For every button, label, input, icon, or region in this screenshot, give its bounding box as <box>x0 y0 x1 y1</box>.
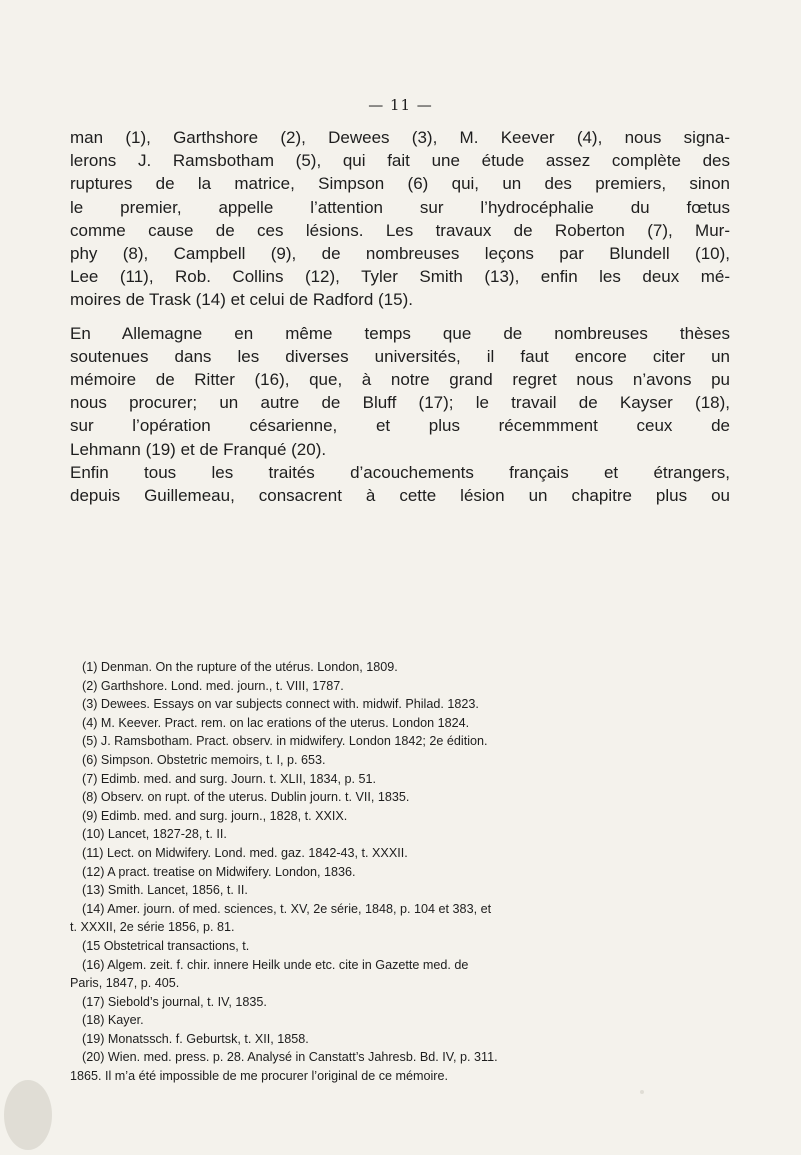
text-line: comme cause de ces lésions. Les travaux de Roberton (7), Mur- <box>70 220 730 240</box>
footnote: (6) Simpson. Obstetric memoirs, t. I, p. 653. <box>82 752 326 767</box>
paragraph-2 <box>70 322 730 461</box>
footnote: (11) Lect. on Midwifery. Lond. med. gaz. 1842-43, t. XXXII. <box>82 845 408 860</box>
footnote: (16) Algem. zeit. f. chir. innere Heilk unde etc. cite in Gazette med. de <box>82 957 469 972</box>
text-line: man (1), Garthshore (2), Dewees (3), M. Keever (4), nous signa- <box>70 128 730 147</box>
footnote-continuation: 1865. Il m’a été impossible de me procurer l’original de ce mémoire. <box>70 1069 448 1084</box>
text-line: Lehmann (19) et de Franqué (20). <box>70 439 327 459</box>
footnote: (9) Edimb. med. and surg. journ., 1828, t. XXIX. <box>82 808 348 823</box>
main-text <box>70 126 730 507</box>
footnote: (10) Lancet, 1827-28, t. II. <box>82 827 227 842</box>
footnote: (12) A pract. treatise on Midwifery. London, 1836. <box>82 864 356 879</box>
text-line: moires de Trask (14) et celui de Radford (15). <box>70 290 413 310</box>
paper-stain <box>4 1080 52 1150</box>
text-line: phy (8), Campbell (9), de nombreuses leçons par Blundell (10), <box>70 244 730 264</box>
paragraph-3 <box>70 461 730 507</box>
footnote: (2) Garthshore. Lond. med. journ., t. VIII, 1787. <box>82 678 344 693</box>
footnotes <box>70 658 730 1086</box>
text-line: sur l’opération césarienne, et plus récemmment ceux de <box>70 416 730 436</box>
footnote: (7) Edimb. med. and surg. Journ. t. XLII, 1834, p. 51. <box>82 771 377 786</box>
text-line: ruptures de la matrice, Simpson (6) qui, un des premiers, sinon <box>70 174 730 194</box>
footnote: (15 Obstetrical transactions, t. <box>82 938 250 953</box>
footnote: (19) Monatssch. f. Geburtsk, t. XII, 1858. <box>82 1031 309 1046</box>
footnote: (18) Kayer. <box>82 1013 144 1028</box>
footnote: (17) Siebold’s journal, t. IV, 1835. <box>82 994 267 1009</box>
text-line: nous procurer; un autre de Bluff (17); le travail de Kayser (18), <box>70 393 730 413</box>
paragraph-1 <box>70 126 730 312</box>
text-line: lerons J. Ramsbotham (5), qui fait une étude assez complète des <box>70 151 730 171</box>
text-line: mémoire de Ritter (16), que, à notre grand regret nous n’avons pu <box>70 370 730 390</box>
footnote: (14) Amer. journ. of med. sciences, t. XV, 2e série, 1848, p. 104 et 383, et <box>82 901 492 916</box>
footnote: (1) Denman. On the rupture of the utérus. London, 1809. <box>82 660 398 674</box>
text-line: le premier, appelle l’attention sur l’hydrocéphalie du fœtus <box>70 197 730 217</box>
footnote-continuation: Paris, 1847, p. 405. <box>70 976 180 991</box>
text-line: Enfin tous les traités d’acouchements français et étrangers, <box>70 462 730 482</box>
text-line: Lee (11), Rob. Collins (12), Tyler Smith (13), enfin les deux mé- <box>70 267 730 287</box>
footnote: (20) Wien. med. press. p. 28. Analysé in Canstatt’s Jahresb. Bd. IV, p. 311. <box>82 1050 498 1065</box>
footnote: (5) J. Ramsbotham. Pract. observ. in midwifery. London 1842; 2e édition. <box>82 734 488 749</box>
paper-stain <box>640 1090 644 1094</box>
footnote-continuation: t. XXXII, 2e série 1856, p. 81. <box>70 920 235 935</box>
footnote: (3) Dewees. Essays on var subjects connect with. midwif. Philad. 1823. <box>82 697 479 712</box>
text-line: soutenues dans les diverses universités, il faut encore citer un <box>70 346 730 366</box>
footnote: (13) Smith. Lancet, 1856, t. II. <box>82 883 248 898</box>
footnote: (8) Observ. on rupt. of the uterus. Dublin journ. t. VII, 1835. <box>82 790 410 805</box>
footnote: (4) M. Keever. Pract. rem. on lac erations of the uterus. London 1824. <box>82 715 470 730</box>
page-number: — 11 — <box>368 96 433 114</box>
text-line: depuis Guillemeau, consacrent à cette lésion un chapitre plus ou <box>70 486 730 506</box>
text-line: En Allemagne en même temps que de nombreuses thèses <box>70 323 730 343</box>
